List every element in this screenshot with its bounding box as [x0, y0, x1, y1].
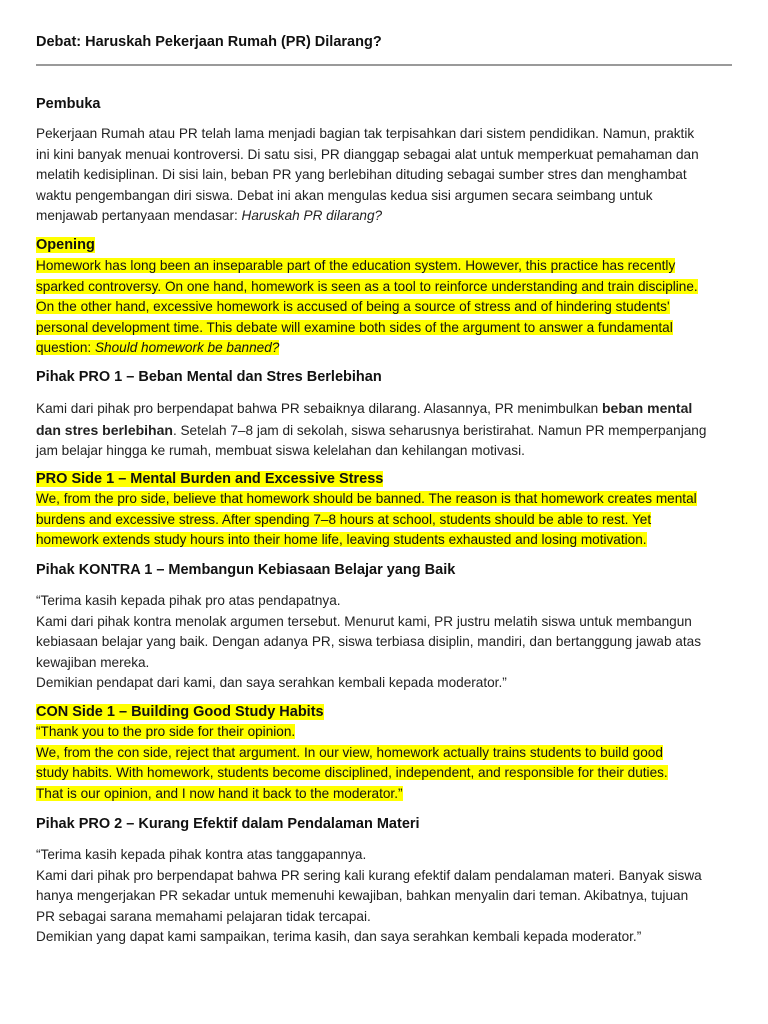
- paragraph-line: hanya mengerjakan PR sekadar untuk memenuhi kewajiban, bahkan menyalin dari teman. Akibatnya, tujuan: [36, 888, 689, 903]
- highlighted-text: Homework has long been an inseparable part of the education system. However, this practice has recently: [36, 258, 676, 273]
- paragraph-line: Demikian yang dapat kami sampaikan, terima kasih, dan saya serahkan kembali kepada moderator.”: [36, 929, 642, 944]
- con1-paragraph: [36, 591, 732, 694]
- highlighted-text: burdens and excessive stress. After spending 7–8 hours at school, students should be able to rest. Yet: [36, 511, 652, 527]
- paragraph-line: [36, 398, 732, 420]
- key-question: Should homework be banned?: [94, 340, 280, 356]
- pro1-heading: Pihak PRO 1 – Beban Mental dan Stres Berlebihan: [36, 369, 382, 385]
- highlighted-text: On the other hand, excessive homework is accused of being a source of stress and of hindering students': [36, 299, 670, 315]
- paragraph-line: jam belajar hingga ke rumah, membuat siswa kelelahan dan kehilangan motivasi.: [36, 443, 525, 458]
- con1-en-heading: [36, 702, 324, 722]
- highlighted-text: personal development time. This debate will examine both sides of the argument to answer a fundamental: [36, 319, 673, 335]
- highlighted-text: homework extends study hours into their home life, leaving students exhausted and losing motivation.: [36, 532, 647, 548]
- opening-en-heading: [36, 235, 95, 255]
- paragraph-text: menjawab pertanyaan mendasar:: [36, 208, 242, 223]
- paragraph-line: [36, 420, 732, 442]
- paragraph-line: [36, 318, 732, 339]
- paragraph-line: waktu pengembangan diri siswa. Debat ini akan mengulas kedua sisi argumen secara seimbang untuk: [36, 187, 653, 203]
- paragraph-line: [36, 510, 732, 531]
- pro1-en-paragraph: [36, 489, 732, 551]
- pro2-paragraph: [36, 845, 732, 948]
- paragraph-line: “Terima kasih kepada pihak kontra atas tanggapannya.: [36, 847, 367, 862]
- paragraph-line: ini kini banyak menuai kontroversi. Di satu sisi, PR dianggap sebagai alat untuk memperkuat pemahaman dan: [36, 146, 699, 162]
- paragraph-line: [36, 722, 732, 743]
- opening-heading: Pembuka: [36, 96, 101, 112]
- paragraph-line: [36, 530, 732, 551]
- paragraph-line: Pekerjaan Rumah atau PR telah lama menjadi bagian tak terpisahkan dari sistem pendidikan. Namun, praktik: [36, 126, 695, 141]
- paragraph-line: [36, 743, 732, 764]
- highlighted-text: study habits. With homework, students become disciplined, independent, and responsible for their duties.: [36, 765, 668, 781]
- paragraph-line: [36, 784, 732, 805]
- con1-en-paragraph: [36, 722, 732, 804]
- paragraph-line: Demikian pendapat dari kami, dan saya serahkan kembali kepada moderator.”: [36, 675, 507, 690]
- paragraph-line: [36, 338, 732, 359]
- paragraph-line: PR sebagai sarana memahami pelajaran tidak tercapai.: [36, 908, 371, 924]
- highlighted-heading: PRO Side 1 – Mental Burden and Excessive Stress: [36, 471, 384, 487]
- pro2-heading: Pihak PRO 2 – Kurang Efektif dalam Pendalaman Materi: [36, 816, 420, 832]
- paragraph-line: kewajiban mereka.: [36, 654, 150, 670]
- paragraph-text: . Setelah 7–8 jam di sekolah, siswa seharusnya beristirahat. Namun PR memperpanjang: [172, 422, 707, 438]
- paragraph-line: [36, 206, 732, 227]
- paragraph-line: [36, 763, 732, 784]
- paragraph-line: “Terima kasih kepada pihak pro atas pendapatnya.: [36, 593, 341, 608]
- opening-paragraph: [36, 124, 732, 227]
- paragraph-line: [36, 297, 732, 318]
- paragraph-line: melatih kedisiplinan. Di sisi lain, beban PR yang berlebihan dituding sebagai sumber stres dan menghambat: [36, 167, 687, 182]
- highlighted-text: That is our opinion, and I now hand it back to the moderator.”: [36, 785, 403, 801]
- paragraph-line: [36, 277, 732, 298]
- title-divider: [36, 64, 732, 66]
- highlighted-heading: Opening: [36, 237, 95, 253]
- paragraph-text: Kami dari pihak pro berpendapat bahwa PR sebaiknya dilarang. Alasannya, PR menimbulkan: [36, 401, 602, 416]
- paragraph-line: Kami dari pihak kontra menolak argumen tersebut. Menurut kami, PR justru melatih siswa untuk membangun: [36, 613, 692, 629]
- paragraph-line: Kami dari pihak pro berpendapat bahwa PR sering kali kurang efektif dalam pendalaman materi. Banyak siswa: [36, 867, 702, 883]
- document-title: Debat: Haruskah Pekerjaan Rumah (PR) Dilarang?: [36, 34, 382, 50]
- pro1-paragraph: [36, 398, 732, 462]
- highlighted-text: “Thank you to the pro side for their opinion.: [36, 724, 296, 739]
- highlighted-text: sparked controversy. On one hand, homework is seen as a tool to reinforce understanding and train discipline.: [36, 278, 698, 294]
- highlighted-text: We, from the pro side, believe that homework should be banned. The reason is that homework creates mental: [36, 491, 697, 506]
- bold-phrase: beban mental: [602, 400, 693, 416]
- paragraph-line: [36, 489, 732, 510]
- con1-heading: Pihak KONTRA 1 – Membangun Kebiasaan Belajar yang Baik: [36, 562, 456, 578]
- highlighted-heading: CON Side 1 – Building Good Study Habits: [36, 704, 324, 720]
- paragraph-text: question:: [36, 340, 95, 356]
- opening-en-paragraph: [36, 256, 732, 359]
- paragraph-line: [36, 256, 732, 277]
- pro1-en-heading: [36, 469, 383, 489]
- highlighted-text: We, from the con side, reject that argument. In our view, homework actually trains students to build good: [36, 744, 663, 760]
- bold-phrase: dan stres berlebihan: [36, 421, 173, 438]
- highlighted-text: [36, 340, 279, 355]
- paragraph-line: kebiasaan belajar yang baik. Dengan adanya PR, siswa terbiasa disiplin, mandiri, dan bertanggung jawab atas: [36, 634, 701, 649]
- key-question: Haruskah PR dilarang?: [241, 208, 383, 223]
